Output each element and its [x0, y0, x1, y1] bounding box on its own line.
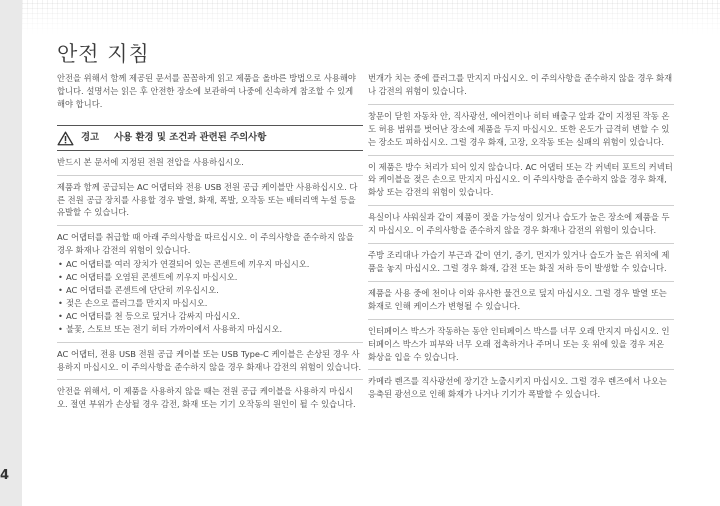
- list-item: • 젖은 손으로 플러그를 만지지 마십시오.: [57, 297, 363, 310]
- warning-heading: 사용 환경 및 조건과 관련된 주의사항: [114, 131, 267, 143]
- safety-text: 인터페이스 박스가 작동하는 동안 인터페이스 박스를 너무 오래 만지지 마십시오. 인터페이스 박스가 피부와 너무 오래 접촉하거나 주머니 또는 옷 위에 있을 경우 저온 화상을 입을 수 있습니다.: [368, 325, 670, 362]
- safety-text: 이 제품은 방수 처리가 되어 있지 않습니다. AC 어댑터 또는 각 커넥터 포트의 커넥터와 케이블을 젖은 손으로 만지지 마십시오. 이 주의사항을 준수하지 않을 경우 화재, 화상 또는 감전의 위험이 있습니다.: [368, 161, 673, 198]
- left-column: [57, 72, 363, 417]
- safety-text: 번개가 치는 중에 플러그를 만지지 마십시오. 이 주의사항을 준수하지 않을 경우 화재나 감전의 위험이 있습니다.: [368, 73, 673, 96]
- safety-text: 욕실이나 샤워실과 같이 제품이 젖을 가능성이 있거나 습도가 높은 장소에 제품을 두지 마십시오. 이 주의사항을 준수하지 않을 경우 화재나 감전의 위험이 있습니다.: [368, 212, 670, 236]
- safety-item: [368, 370, 674, 407]
- safety-text: 제품을 사용 중에 천이나 이와 유사한 물건으로 덮지 마십시오. 그럴 경우 발열 또는 화재로 인해 케이스가 변형될 수 있습니다.: [368, 287, 667, 311]
- safety-item: [368, 72, 674, 105]
- header-pattern: [22, 0, 720, 34]
- list-item: • AC 어댑터를 콘센트에 단단히 끼우십시오.: [57, 284, 363, 297]
- safety-item: [368, 320, 674, 371]
- safety-text: 주방 조리대나 가습기 부근과 같이 연기, 증기, 먼지가 있거나 습도가 높은 위치에 제품을 놓지 마십시오. 그럴 경우 화재, 감전 또는 화질 저하 등이 발생할 수 있습니다.: [368, 250, 670, 273]
- safety-text: AC 어댑터, 전용 USB 전원 공급 케이블 또는 USB Type-C 케이블은 손상된 경우 사용하지 마십시오. 이 주의사항을 준수하지 않을 경우 화재나 감전의 위험이 있습니다.: [57, 348, 362, 372]
- safety-item: [368, 282, 674, 320]
- safety-item: [57, 151, 363, 176]
- list-item: • AC 어댑터를 여러 장치가 연결되어 있는 콘센트에 끼우지 마십시오.: [57, 258, 363, 271]
- safety-text: 카메라 렌즈를 직사광선에 장기간 노출시키지 마십시오. 그럴 경우 렌즈에서 나오는 응축된 광선으로 인해 화재가 나거나 기기가 폭발할 수 있습니다.: [368, 376, 667, 400]
- page-title: 안전 지침: [57, 42, 150, 66]
- adapter-precaution-list: [57, 258, 363, 335]
- safety-item: [368, 105, 674, 156]
- safety-item: [57, 380, 363, 417]
- list-item: • AC 어댑터를 오염된 콘센트에 끼우지 마십시오.: [57, 271, 363, 284]
- safety-item: [368, 156, 674, 207]
- right-column: [368, 72, 674, 407]
- intro-text: 안전을 위해서 함께 제공된 문서를 꼼꼼하게 읽고 제품을 올바른 방법으로 사용해야 합니다. 설명서는 읽은 후 안전한 장소에 보관하여 나중에 신속하게 참조할 수 있게 해야 합니다.: [57, 73, 356, 109]
- safety-text: 제품과 함께 공급되는 AC 어댑터와 전용 USB 전원 공급 케이블만 사용하십시오. 다른 전원 공급 장치를 사용할 경우 발열, 화재, 폭발, 오작동 또는 배터리액 누설 등을 유발할 수 있습니다.: [57, 181, 358, 218]
- page-number: 4: [0, 468, 10, 483]
- warning-label: 경고: [81, 131, 100, 143]
- safety-text: 안전을 위해서, 이 제품을 사용하지 않을 때는 전원 공급 케이블을 사용하지 마십시오. 절연 부위가 손상될 경우 감전, 화재 또는 기기 오작동의 원인이 될 수 있습니다.: [57, 386, 356, 410]
- safety-text: 창문이 닫힌 자동차 안, 직사광선, 에어컨이나 히터 배출구 앞과 같이 지정된 작동 온도 허용 범위를 벗어난 장소에 제품을 두지 마십시오. 또한 온도가 급격히 변할 수 있는 장소도 피하십시오. 그럴 경우 화재, 고장, 오작동 또는 실패의 위험이 있습니다.: [368, 110, 670, 147]
- safety-item: [57, 176, 363, 227]
- manual-page: [22, 0, 720, 506]
- safety-item: [57, 343, 363, 381]
- safety-text: AC 어댑터를 취급할 때 아래 주의사항을 따르십시오. 이 주의사항을 준수하지 않을 경우 화재나 감전의 위험이 있습니다.: [57, 232, 354, 256]
- safety-text: 반드시 본 문서에 지정된 전원 전압을 사용하십시오.: [57, 156, 244, 167]
- warning-header: [57, 125, 363, 151]
- safety-item: [57, 226, 363, 342]
- safety-item: [368, 244, 674, 282]
- list-item: • AC 어댑터를 천 등으로 덮거나 감싸지 마십시오.: [57, 310, 363, 323]
- list-item: • 불꽃, 스토브 또는 전기 히터 가까이에서 사용하지 마십시오.: [57, 323, 363, 336]
- safety-item: [368, 206, 674, 244]
- warning-triangle-icon: [57, 131, 74, 146]
